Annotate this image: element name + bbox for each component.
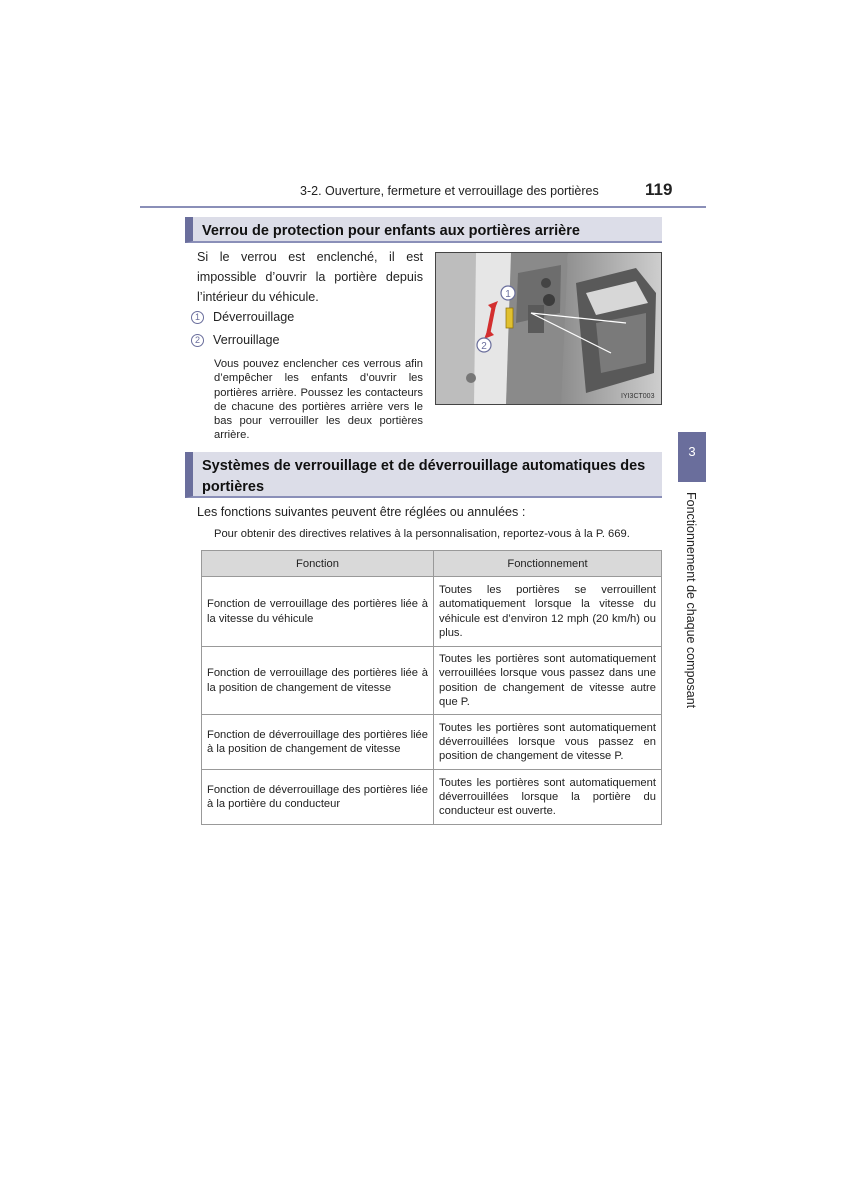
table-row — [202, 715, 662, 770]
number-2-icon: 2 — [191, 334, 204, 347]
callout-2: 2 — [481, 341, 487, 352]
functions-table — [201, 550, 662, 825]
list-item-lock — [191, 333, 280, 347]
table-cell: Fonction de verrouillage des portières liée à la vitesse du véhicule — [202, 577, 434, 647]
chapter-tab: 3 — [678, 432, 706, 482]
header-cell-operation: Fonctionnement — [434, 551, 662, 577]
section-heading-auto-lock: Systèmes de verrouillage et de déverrouillage automatiques des portières — [185, 452, 662, 498]
list-item-unlock — [191, 310, 294, 324]
table-header-row — [202, 551, 662, 577]
page-number: 119 — [645, 180, 673, 199]
customization-note: Pour obtenir des directives relatives à la personnalisation, reportez-vous à la P. 669. — [214, 528, 630, 540]
section-heading-child-lock: Verrou de protection pour enfants aux portières arrière — [185, 217, 662, 243]
door-illustration-graphic — [436, 253, 662, 405]
running-header-section: 3-2. Ouverture, fermeture et verrouillage des portières — [300, 184, 599, 198]
list-item-label: Verrouillage — [213, 333, 280, 347]
illustration-code: IYI3CT003 — [621, 393, 655, 400]
table-row — [202, 577, 662, 647]
chapter-side-label: Fonctionnement de chaque composant — [684, 492, 698, 709]
table-cell: Fonction de déverrouillage des portières liée à la portière du conducteur — [202, 770, 434, 825]
table-cell: Toutes les portières se verrouillent automatiquement lorsque la vitesse du véhicule est d’environ 12 mph (20 km/h) ou plus. — [434, 577, 662, 647]
number-1-icon: 1 — [191, 311, 204, 324]
callout-1: 1 — [505, 289, 511, 300]
header-cell-function: Fonction — [202, 551, 434, 577]
auto-lock-intro: Les fonctions suivantes peuvent être réglées ou annulées : — [197, 505, 526, 519]
table-cell: Toutes les portières sont automatiquement déverrouillées lorsque la portière du conducteur est ouverte. — [434, 770, 662, 825]
table-cell: Fonction de déverrouillage des portières liée à la position de changement de vitesse — [202, 715, 434, 770]
header-rule — [140, 206, 706, 208]
child-lock-intro: Si le verrou est enclenché, il est impossible d’ouvrir la portière depuis l’intérieur du véhicule. — [197, 250, 423, 304]
table-cell: Fonction de verrouillage des portières liée à la position de changement de vitesse — [202, 647, 434, 715]
table-row — [202, 770, 662, 825]
table-cell: Toutes les portières sont automatiquement déverrouillées lorsque vous passez en position de changement de vitesse P. — [434, 715, 662, 770]
table-cell: Toutes les portières sont automatiquement verrouillées lorsque vous passez dans une position de changement de vitesse autre que P. — [434, 647, 662, 715]
child-lock-note: Vous pouvez enclencher ces verrous afin d’empêcher les enfants d’ouvrir les portières arrière. Poussez les contacteurs de chacune des portières arrière vers le bas pour verrouiller les deux portières arrière. — [214, 358, 423, 442]
table-row — [202, 647, 662, 715]
door-lock-illustration — [435, 252, 662, 405]
list-item-label: Déverrouillage — [213, 310, 295, 324]
